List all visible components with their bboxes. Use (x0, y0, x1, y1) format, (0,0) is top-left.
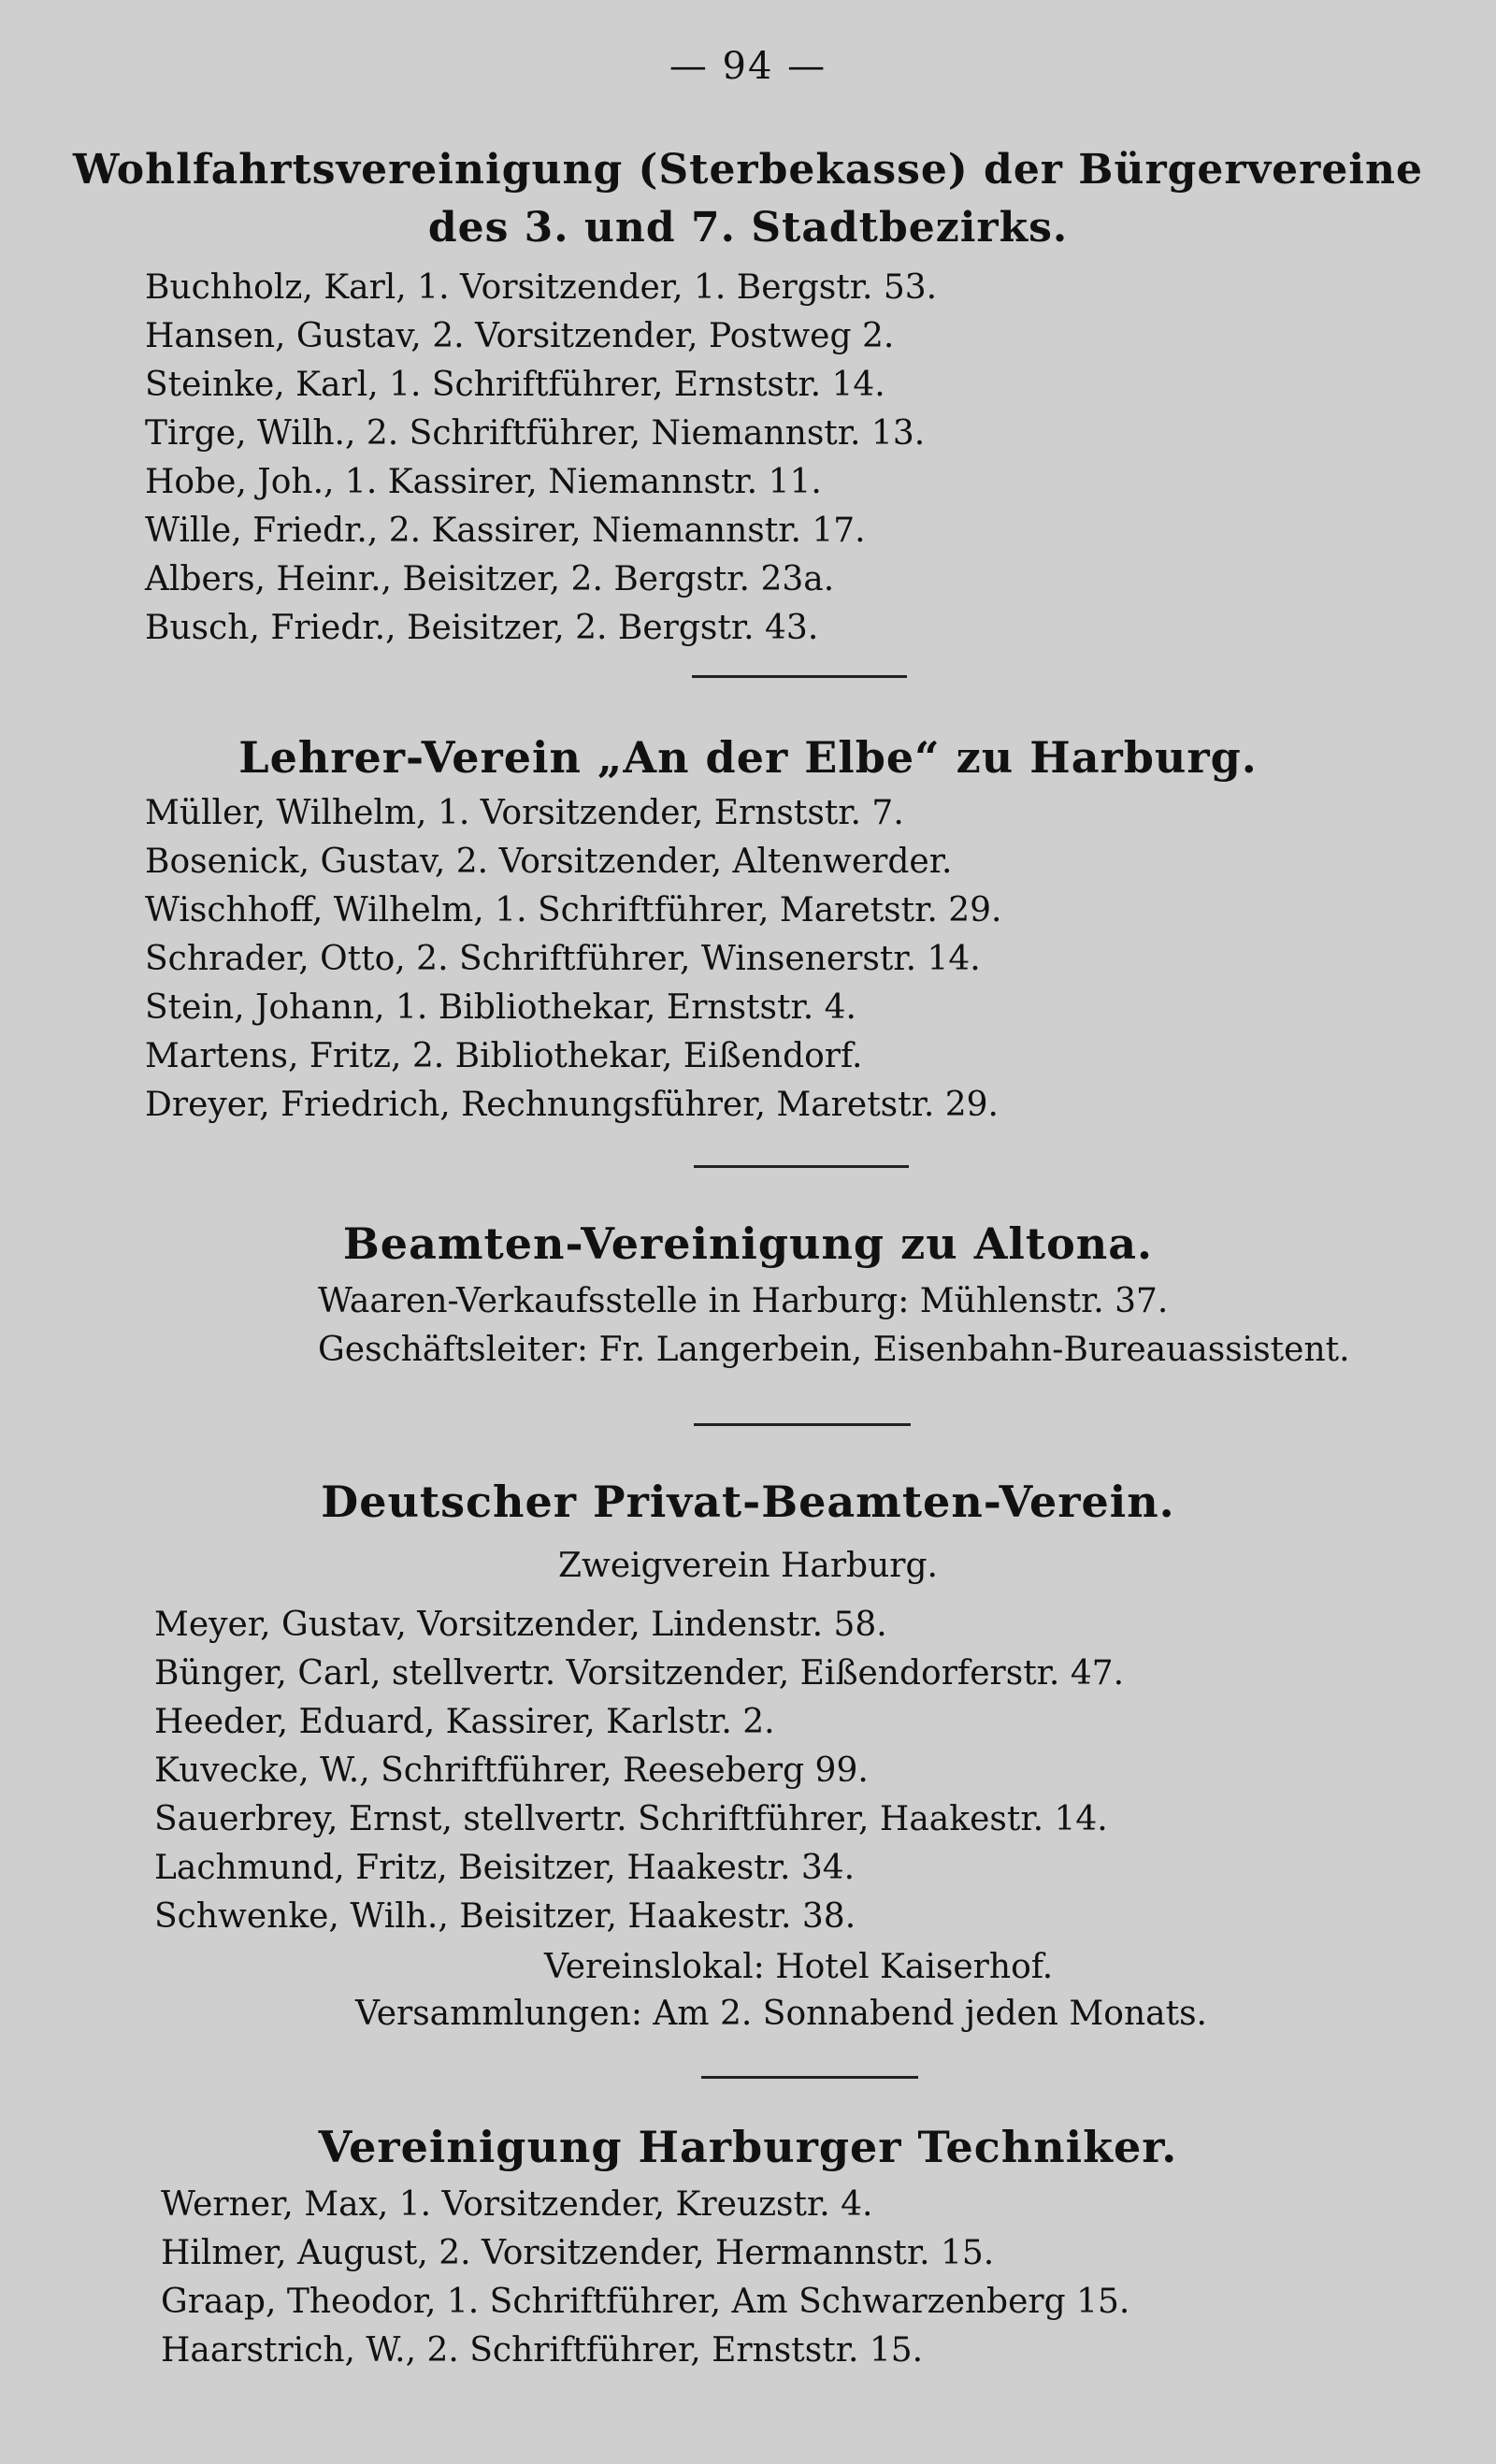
list-item: Bosenick, Gustav, 2. Vorsitzender, Altenwerder. (145, 843, 953, 881)
list-item: Meyer, Gustav, Vorsitzender, Lindenstr. 58. (154, 1606, 887, 1644)
section-title: Wohlfahrtsvereinigung (Sterbekasse) der Bürgervereine (72, 146, 1424, 194)
list-item: Hobe, Joh., 1. Kassirer, Niemannstr. 11. (145, 463, 822, 501)
section-title: Deutscher Privat-Beamten-Verein. (321, 1477, 1175, 1527)
section-title: Vereinigung Harburger Techniker. (318, 2122, 1178, 2172)
note-line: Geschäftsleiter: Fr. Langerbein, Eisenbahn-Bureauassistent. (318, 1331, 1350, 1369)
list-item: Lachmund, Fritz, Beisitzer, Haakestr. 34. (154, 1849, 856, 1887)
list-item: Albers, Heinr., Beisitzer, 2. Bergstr. 23a. (145, 560, 835, 598)
list-item: Hansen, Gustav, 2. Vorsitzender, Postweg 2. (145, 317, 895, 355)
list-item: Hilmer, August, 2. Vorsitzender, Hermannstr. 15. (161, 2234, 995, 2272)
list-item: Schrader, Otto, 2. Schriftführer, Winsenerstr. 14. (145, 940, 981, 978)
section-divider (694, 1423, 911, 1426)
list-item: Steinke, Karl, 1. Schriftführer, Ernststr. 14. (145, 366, 885, 404)
list-item: Schwenke, Wilh., Beisitzer, Haakestr. 38. (154, 1897, 856, 1936)
list-item: Werner, Max, 1. Vorsitzender, Kreuzstr. 4. (161, 2185, 873, 2224)
footer-line: Versammlungen: Am 2. Sonnabend jeden Monats. (355, 1995, 1207, 2033)
note-line: Waaren-Verkaufsstelle in Harburg: Mühlenstr. 37. (318, 1282, 1169, 1320)
list-item: Heeder, Eduard, Kassirer, Karlstr. 2. (154, 1703, 775, 1741)
page-number: — 94 — (669, 45, 827, 88)
list-item: Stein, Johann, 1. Bibliothekar, Ernststr. 4. (145, 988, 856, 1027)
section-title: Lehrer-Verein „An der Elbe“ zu Harburg. (238, 732, 1258, 783)
list-item: Graap, Theodor, 1. Schriftführer, Am Schwarzenberg 15. (161, 2283, 1130, 2321)
list-item: Sauerbrey, Ernst, stellvertr. Schriftführer, Haakestr. 14. (154, 1800, 1108, 1838)
list-item: Wischhoff, Wilhelm, 1. Schriftführer, Maretstr. 29. (145, 891, 1002, 929)
section-title: Beamten-Vereinigung zu Altona. (342, 1218, 1154, 1269)
list-item: Martens, Fritz, 2. Bibliothekar, Eißendorf. (145, 1037, 863, 1075)
list-item: Wille, Friedr., 2. Kassirer, Niemannstr. 17. (145, 512, 866, 550)
list-item: Busch, Friedr., Beisitzer, 2. Bergstr. 43. (145, 609, 819, 647)
section-divider (692, 675, 907, 678)
list-item: Bünger, Carl, stellvertr. Vorsitzender, Eißendorferstr. 47. (154, 1654, 1125, 1693)
list-item: Tirge, Wilh., 2. Schriftführer, Niemannstr. 13. (145, 414, 926, 453)
footer-line: Vereinslokal: Hotel Kaiserhof. (544, 1948, 1054, 1986)
list-item: Haarstrich, W., 2. Schriftführer, Ernststr. 15. (161, 2331, 924, 2370)
list-item: Müller, Wilhelm, 1. Vorsitzender, Ernststr. 7. (145, 794, 904, 832)
section-title: des 3. und 7. Stadtbezirks. (427, 204, 1069, 252)
section-subtitle: Zweigverein Harburg. (558, 1547, 938, 1585)
list-item: Buchholz, Karl, 1. Vorsitzender, 1. Bergstr. 53. (145, 268, 938, 307)
section-divider (701, 2076, 918, 2079)
list-item: Dreyer, Friedrich, Rechnungsführer, Maretstr. 29. (145, 1086, 999, 1124)
list-item: Kuvecke, W., Schriftführer, Reeseberg 99. (154, 1751, 869, 1790)
section-divider (694, 1165, 909, 1168)
